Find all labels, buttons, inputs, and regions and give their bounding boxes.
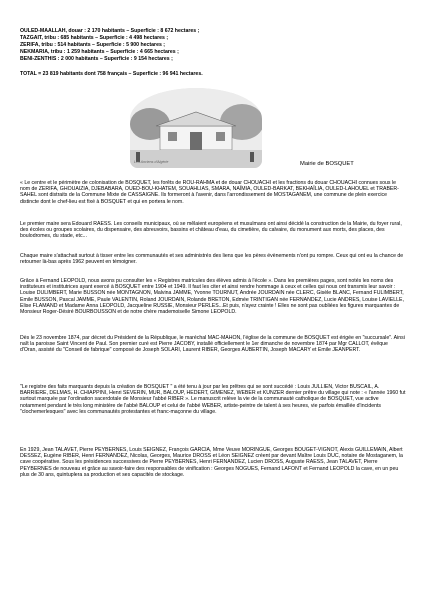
population-total: TOTAL = 23 819 habitants dont 758 français – Superficie : 96 941 hectares. [20, 71, 203, 77]
population-line: NEKMARIA, tribu : 1 259 habitants – Superficie : 4 665 hectares ; [20, 49, 179, 55]
paragraph-instituteurs: Grâce à Fernand LEOPOLD, nous avons pu consulter les « Registres matricules des élèves admis à l'école ». Dans les premières pages, sont notés les noms des instituteurs et institutrices ayant exercé à BOSQUET entre 1904 et 1949. Il faut les citer et ainsi rendre hommage à ceux et celles qui nous ont transmis leur savoir : Louise DULIMBERT, Marie BUSSON née MONTAGNON, Malvina JAMME, Yvonne TOURNUT, Andrée JOURDAIN née CLERC, Gisèle BLANC, Fernand FULIMBERT, Emile BUSSON, Pascal JAMME, Paule VALENTIN, Roland JOURDAIN, Rolande BRETON, Edmée TRINTIGAN née FERNANDEZ, Lucie ANDRES, Louise LAVIELLE, Elise FLAMAND et Madame Anna LEOPOLD, Jacqueline RUSSIE, Monsieur PERLES...Et puis, n'ayez crainte ! Elles ne sont pas oubliées les figures marquantes de Monsieur Roger-Désiré BOURBOUSSON et de notre chère mademoiselle Simone LEOPOLD. [20, 278, 404, 316]
mairie-illustration [130, 88, 262, 168]
population-line: TAZGAIT, tribu : 685 habitants – Superficie : 4 498 hectares ; [20, 35, 169, 41]
population-line: OULED-MAALLAH, douar : 2 170 habitants – Superficie : 8 672 hectares ; [20, 28, 200, 34]
paragraph-commune: « Le centre et le périmètre de colonisation de BOSQUET, les forêts de ROU-RAHMA et de douar CHOUACHI et les fractions du douar CHOUACHI connues sous le nom de ZERIFA, GHOUAIZIA, DJEBABARA, OUED-BOU-KHATEM, SOUAHLIAS, SMARA, NAÏMIA, OULED-BARKAT, BEKHAÏLIA, OULED-LAHOUEL et TRABER-SAHEL sont distraits de la Commune Mixte de CASSAIGNE. Ils formeront à l'avenir, dans l'arrondissement de MOSTAGANEM, une commune de plein exercice distincte dont le chef-lieu est fixé à BOSQUET et qui en portera le nom. [20, 180, 399, 205]
population-line: ZERIFA, tribu : 514 habitants – Superficie : 5 900 hectares ; [20, 42, 166, 48]
paragraph-eglise: Dès le 23 novembre 1874, par décret du Président de la République, le maréchal MAC-MAHON, l'église de la commune de BOSQUET est érigée en "succursale". Ainsi naît la paroisse Saint Vincent de Paul. Son premier curé est Pierre JACOBY, installé officiellement le 1er dimanche de novembre 1874 par Mgr CALLOT, évêque d'Oran, assisté du "Conseil de fabrique" composé de Joseph SOLARI, Laurent RIBER, Georges AUBERTIN, Joseph MACARY et Emile JEANPERT. [20, 335, 405, 354]
mairie-photo [130, 88, 262, 168]
photo-source-caption: Les Anciens d'Algérie [134, 160, 169, 164]
paragraph-maire: Le premier maire sera Edouard RAESS. Les conseils municipaux, où se mêlaient européens et musulmans ont ainsi décidé la construction de la Mairie, du foyer rural, des écoles ou groupes scolaires, du dispensaire, des abreuvoirs, bassins et château d'eau, du cimetière, du calvaire, du monument aux morts, des places, des boulodromes, du stade, etc... [20, 221, 402, 240]
paragraph-cave: En 1929, Jean TALAVET, Pierre PEYBERNES, Louis SEIGNEZ, François GARCIA, Mme Veuve MORINGUE, Georges BOUGET-VIGNOT, Alexis GUILLEMAIN, Albert DESSEZ, Eugène RIBER, Henri FERNANDEZ, Nicolas, Georges, Maurice DROSS et Léon SEIGNEZ créent par devant Maître Louis DUC, notaire de Mostaganem, la cave coopérative. Sous les présidences successives de Pierre PEYBERNES, Henri FERNANDEZ, Lucien DROSS, Auguste RAESS, Jean TALAVET, Pierre PEYBERNES de nouveau et grâce au savoir-faire des responsables de vinification : Georges NOGUES, Fernand LAFONT et Fernand LEOPOLD la cave, en un peu plus de 30 ans, quintuplera sa production et ses capacités de stockage. [20, 447, 403, 478]
paragraph-registre: "Le registre des faits marquants depuis la création de BOSQUET " a été tenu à jour par les prêtres qui se sont succédé : Louis JULLIEN, Victor BUSCAIL, A. BARRIERE, DELMAS, H. CHIAPPINI, Henri SEVERIN, MUR, BALOUP, HEDERT, GIMENEZ, WEBER et KUNZER dernier prêtre du village qui note : « l'année 1960 fut surtout marquée par l'ordination sacerdotale de Monsieur l'abbé RIBER ». Le manuscrit relève la vie de la communauté catholique de BOSQUET, vue active notamment pendant le très long ministère de l'abbé BALOUP et celui de l'abbé WEBER, artiste-peintre de talent à ses heures, vie parfois émaillée d'incidents "clochemerlesques" avec les communautés protestantes et franc-maçonne du village. [20, 384, 406, 415]
paragraph-liens: Chaque maire s'attachait surtout à tisser entre les communautés et ses administrés des liens que les pères évènements n'ont pu rompre. Ceux qui ont eu la chance de retourner là-bas après 1962 peuvent en témoigner. [20, 253, 404, 266]
photo-caption: Mairie de BOSQUET [300, 161, 354, 167]
population-line: BENI-ZENTHIS : 2 000 habitants – Superficie : 9 154 hectares ; [20, 56, 173, 62]
